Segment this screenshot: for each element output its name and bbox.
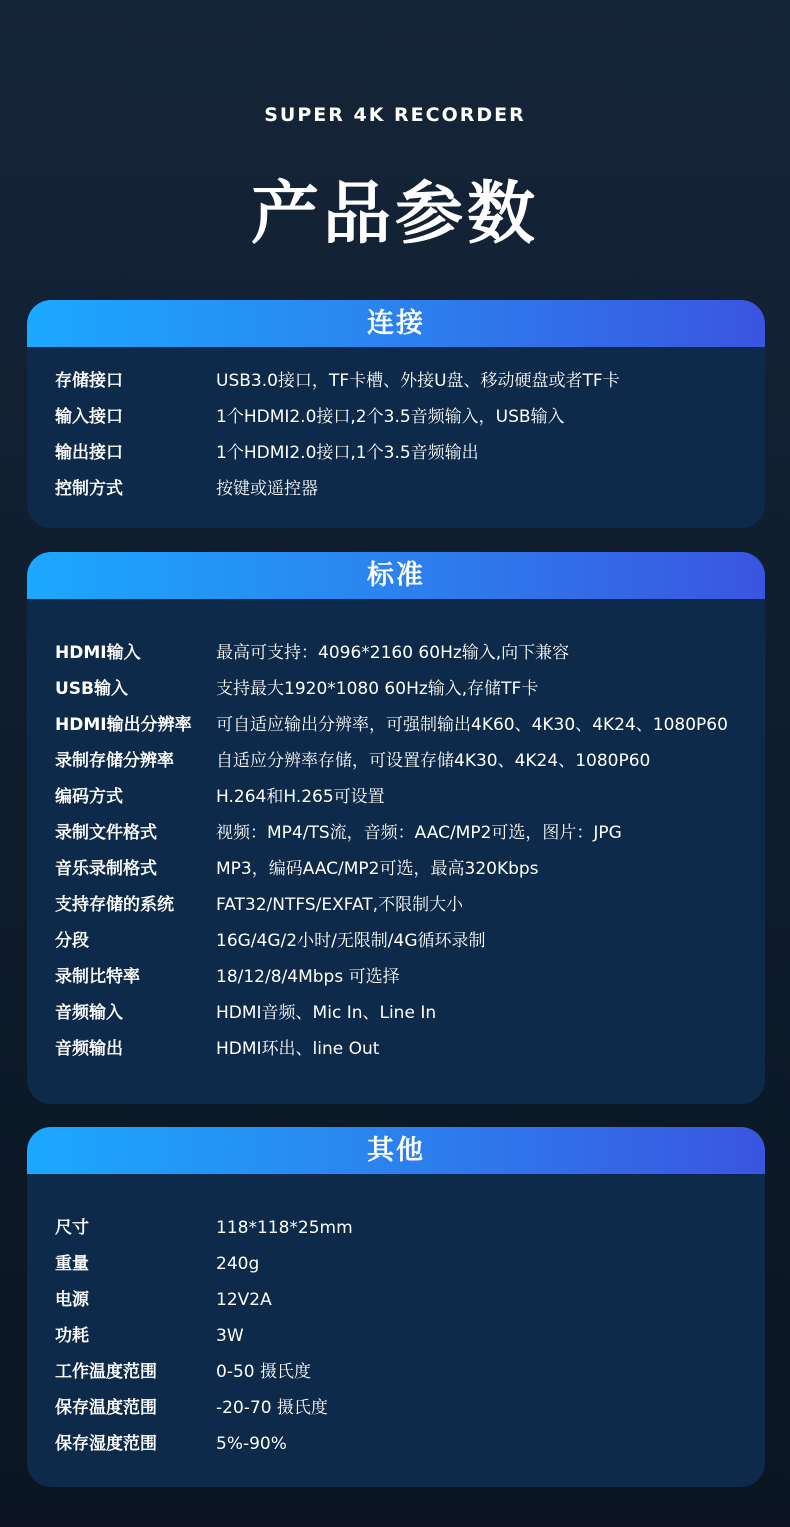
section-connection xyxy=(27,300,765,528)
spec-value: 5%-90% xyxy=(216,1434,287,1454)
spec-value: H.264和H.265可设置 xyxy=(216,787,385,807)
spec-value: 1个HDMI2.0接口,1个3.5音频输出 xyxy=(216,443,479,463)
spec-value: 最高可支持：4096*2160 60Hz输入,向下兼容 xyxy=(216,643,570,663)
spec-label: 重量 xyxy=(55,1254,89,1274)
spec-row xyxy=(27,1354,765,1390)
spec-label: 录制存储分辨率 xyxy=(55,751,174,771)
section-standard xyxy=(27,552,765,1104)
spec-row xyxy=(27,671,765,707)
spec-row xyxy=(27,887,765,923)
spec-row xyxy=(27,995,765,1031)
spec-row xyxy=(27,743,765,779)
spec-label: 尺寸 xyxy=(55,1218,89,1238)
spec-value: 可自适应输出分辨率，可强制输出4K60、4K30、4K24、1080P60 xyxy=(216,715,728,735)
spec-value: 18/12/8/4Mbps 可选择 xyxy=(216,967,400,987)
spec-label: 控制方式 xyxy=(55,479,123,499)
spec-label: 输入接口 xyxy=(55,407,123,427)
spec-row xyxy=(27,635,765,671)
section-other xyxy=(27,1127,765,1487)
spec-value: 0-50 摄氏度 xyxy=(216,1362,311,1382)
spec-value: 3W xyxy=(216,1326,244,1346)
spec-label: 录制比特率 xyxy=(55,967,140,987)
spec-value: -20-70 摄氏度 xyxy=(216,1398,328,1418)
spec-row xyxy=(27,1282,765,1318)
spec-label: 保存温度范围 xyxy=(55,1398,157,1418)
section-title: 连接 xyxy=(27,300,765,347)
spec-row xyxy=(27,959,765,995)
spec-row xyxy=(27,363,765,399)
spec-row xyxy=(27,923,765,959)
spec-row xyxy=(27,1318,765,1354)
page-subtitle: SUPER 4K RECORDER xyxy=(264,104,526,126)
spec-label: 编码方式 xyxy=(55,787,123,807)
spec-value: USB3.0接口，TF卡槽、外接U盘、移动硬盘或者TF卡 xyxy=(216,371,620,391)
spec-row xyxy=(27,1246,765,1282)
spec-row xyxy=(27,707,765,743)
spec-value: 1个HDMI2.0接口,2个3.5音频输入，USB输入 xyxy=(216,407,565,427)
spec-value: 240g xyxy=(216,1254,260,1274)
spec-label: 音频输入 xyxy=(55,1003,123,1023)
spec-label: 支持存储的系统 xyxy=(55,895,174,915)
spec-value: HDMI音频、Mic In、Line In xyxy=(216,1003,437,1023)
spec-row xyxy=(27,471,765,507)
spec-value: FAT32/NTFS/EXFAT,不限制大小 xyxy=(216,895,464,915)
spec-row xyxy=(27,1210,765,1246)
spec-row xyxy=(27,435,765,471)
spec-label: 输出接口 xyxy=(55,443,123,463)
spec-value: 16G/4G/2小时/无限制/4G循环录制 xyxy=(216,931,486,951)
spec-value: 自适应分辨率存储，可设置存储4K30、4K24、1080P60 xyxy=(216,751,651,771)
spec-value: 118*118*25mm xyxy=(216,1218,353,1238)
spec-label: 工作温度范围 xyxy=(55,1362,157,1382)
spec-label: 音频输出 xyxy=(55,1039,123,1059)
spec-row xyxy=(27,779,765,815)
spec-value: MP3，编码AAC/MP2可选，最高320Kbps xyxy=(216,859,539,879)
spec-label: 录制文件格式 xyxy=(55,823,157,843)
page-header xyxy=(0,0,790,280)
spec-label: 分段 xyxy=(55,931,89,951)
spec-label: 保存湿度范围 xyxy=(55,1434,157,1454)
spec-row xyxy=(27,1031,765,1067)
section-title: 标准 xyxy=(27,552,765,599)
spec-row xyxy=(27,1390,765,1426)
spec-row xyxy=(27,815,765,851)
spec-row xyxy=(27,1426,765,1462)
section-title: 其他 xyxy=(27,1127,765,1174)
spec-label: USB输入 xyxy=(55,679,129,699)
spec-row xyxy=(27,851,765,887)
spec-label: 功耗 xyxy=(55,1326,89,1346)
spec-label: HDMI输出分辨率 xyxy=(55,715,192,735)
spec-value: HDMI环出、line Out xyxy=(216,1039,380,1059)
spec-value: 视频：MP4/TS流，音频：AAC/MP2可选，图片：JPG xyxy=(216,823,622,843)
spec-value: 12V2A xyxy=(216,1290,272,1310)
spec-value: 支持最大1920*1080 60Hz输入,存储TF卡 xyxy=(216,679,539,699)
spec-value: 按键或遥控器 xyxy=(216,479,318,499)
spec-label: 音乐录制格式 xyxy=(55,859,157,879)
spec-label: 电源 xyxy=(55,1290,89,1310)
spec-row xyxy=(27,399,765,435)
spec-label: 存储接口 xyxy=(55,371,123,391)
page-title: 产品参数 xyxy=(250,175,539,254)
spec-label: HDMI输入 xyxy=(55,643,141,663)
